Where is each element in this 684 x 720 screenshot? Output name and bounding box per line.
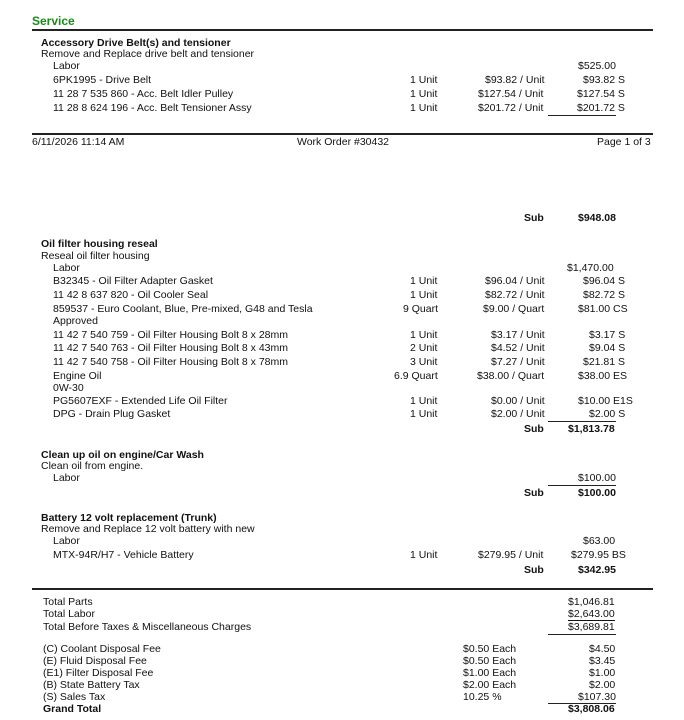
- line-item-desc: 11 28 8 624 196 - Acc. Belt Tensioner Assy: [53, 102, 252, 114]
- line-item-rate: $9.00 / Quart: [483, 303, 545, 315]
- line-item-desc: 11 28 7 535 860 - Acc. Belt Idler Pulley: [53, 88, 234, 100]
- line-item-amount: $2.00 S: [589, 408, 626, 420]
- subtotal-rule: [548, 115, 616, 116]
- total-labor-amount: $2,643.00: [568, 608, 615, 620]
- sub-amount: $342.95: [578, 564, 616, 576]
- group-title: Battery 12 volt replacement (Trunk): [41, 512, 217, 524]
- line-item-desc-continued: Approved: [53, 315, 98, 327]
- line-item-qty: 1 Unit: [410, 329, 438, 341]
- line-item-rate: $279.95 / Unit: [478, 549, 544, 561]
- footer-page-number: Page 1 of 3: [597, 136, 651, 148]
- page-footer-rule: [32, 133, 653, 135]
- line-item-amount: $81.00 CS: [578, 303, 628, 315]
- line-item-qty: 1 Unit: [410, 74, 438, 86]
- fee-rate: $0.50 Each: [463, 655, 517, 667]
- labor-amount: $63.00: [583, 535, 616, 547]
- line-item-amount: $201.72 S: [577, 102, 625, 114]
- line-item-rate: $96.04 / Unit: [485, 275, 545, 287]
- sub-label: Sub: [524, 487, 544, 499]
- labor-amount: $1,470.00: [567, 262, 614, 274]
- line-item-qty: 1 Unit: [410, 88, 438, 100]
- line-item-desc: DPG - Drain Plug Gasket: [53, 408, 171, 420]
- line-item-desc: Engine Oil: [53, 370, 102, 382]
- line-item-rate: $2.00 / Unit: [491, 408, 545, 420]
- line-item-amount: $93.82 S: [583, 74, 626, 86]
- sub-label: Sub: [524, 564, 544, 576]
- line-item-desc: PG5607EXF - Extended Life Oil Filter: [53, 395, 228, 407]
- subtotal-rule: [548, 421, 616, 422]
- line-item-qty: 2 Unit: [410, 342, 438, 354]
- sub-amount: $1,813.78: [568, 423, 615, 435]
- total-before-tax-amount: $3,689.81: [568, 621, 615, 633]
- labor-label: Labor: [53, 535, 80, 547]
- group-description: Reseal oil filter housing: [41, 250, 150, 262]
- line-item-desc: 11 42 8 637 820 - Oil Cooler Seal: [53, 289, 209, 301]
- line-item-rate: $7.27 / Unit: [491, 356, 545, 368]
- line-item-desc: 11 42 7 540 763 - Oil Filter Housing Bolt 8 x 43mm: [53, 342, 289, 354]
- line-item-qty: 6.9 Quart: [394, 370, 438, 382]
- line-item-amount: $82.72 S: [583, 289, 626, 301]
- labor-label: Labor: [53, 262, 80, 274]
- total-parts-label: Total Parts: [43, 596, 93, 608]
- line-item-qty: 1 Unit: [410, 549, 438, 561]
- total-parts-amount: $1,046.81: [568, 596, 615, 608]
- fee-label: (S) Sales Tax: [43, 691, 106, 703]
- labor-label: Labor: [53, 60, 80, 72]
- line-item-qty: 3 Unit: [410, 356, 438, 368]
- labor-amount: $100.00: [578, 472, 616, 484]
- fee-amount: $2.00: [589, 679, 616, 691]
- grand-total-label: Grand Total: [43, 703, 102, 715]
- line-item-qty: 9 Quart: [403, 303, 439, 315]
- line-item-rate: $0.00 / Unit: [491, 395, 545, 407]
- line-item-rate: $4.52 / Unit: [491, 342, 545, 354]
- subtotal-rule: [548, 485, 616, 486]
- line-item-qty: 1 Unit: [410, 102, 438, 114]
- footer-date: 6/11/2026 11:14 AM: [32, 136, 125, 148]
- line-item-amount: $279.95 BS: [571, 549, 626, 561]
- fee-label: (B) State Battery Tax: [43, 679, 140, 691]
- line-item-qty: 1 Unit: [410, 289, 438, 301]
- group-title: Clean up oil on engine/Car Wash: [41, 449, 204, 461]
- line-item-amount: $127.54 S: [577, 88, 625, 100]
- fee-rate: $0.50 Each: [463, 643, 517, 655]
- line-item-desc: MTX-94R/H7 - Vehicle Battery: [53, 549, 194, 561]
- line-item-rate: $82.72 / Unit: [485, 289, 545, 301]
- line-item-amount: $3.17 S: [589, 329, 626, 341]
- sub-amount: $948.08: [578, 212, 616, 224]
- fee-amount: $4.50: [589, 643, 616, 655]
- line-item-amount: $10.00 E1S: [578, 395, 633, 407]
- line-item-desc: 6PK1995 - Drive Belt: [53, 74, 152, 86]
- fee-label: (E) Fluid Disposal Fee: [43, 655, 147, 667]
- line-item-desc: 859537 - Euro Coolant, Blue, Pre-mixed, G48 and Tesla: [53, 303, 313, 315]
- line-item-amount: $9.04 S: [589, 342, 626, 354]
- line-item-amount: $21.81 S: [583, 356, 626, 368]
- group-description: Clean oil from engine.: [41, 460, 144, 472]
- sub-amount: $100.00: [578, 487, 616, 499]
- line-item-desc-continued: 0W-30: [53, 382, 84, 394]
- totals-rule: [32, 588, 653, 590]
- group-title: Oil filter housing reseal: [41, 238, 158, 250]
- sub-label: Sub: [524, 423, 544, 435]
- header-rule: [32, 29, 653, 31]
- fee-rate: 10.25 %: [463, 691, 502, 703]
- group-description: Remove and Replace drive belt and tensioner: [41, 48, 255, 60]
- labor-amount: $525.00: [578, 60, 616, 72]
- line-item-desc: B32345 - Oil Filter Adapter Gasket: [53, 275, 213, 287]
- fee-rate: $1.00 Each: [463, 667, 517, 679]
- line-item-qty: 1 Unit: [410, 275, 438, 287]
- line-item-qty: 1 Unit: [410, 408, 438, 420]
- line-item-desc: 11 42 7 540 759 - Oil Filter Housing Bolt 8 x 28mm: [53, 329, 289, 341]
- group-title: Accessory Drive Belt(s) and tensioner: [41, 37, 231, 49]
- total-labor-label: Total Labor: [43, 608, 95, 620]
- fee-amount: $107.30: [578, 691, 616, 703]
- sub-label: Sub: [524, 212, 544, 224]
- line-item-qty: 1 Unit: [410, 395, 438, 407]
- line-item-amount: $96.04 S: [583, 275, 626, 287]
- section-title: Service: [32, 14, 75, 28]
- group-description: Remove and Replace 12 volt battery with new: [41, 523, 255, 535]
- fee-rate: $2.00 Each: [463, 679, 517, 691]
- line-item-rate: $127.54 / Unit: [478, 88, 544, 100]
- line-item-rate: $38.00 / Quart: [477, 370, 545, 382]
- line-item-rate: $93.82 / Unit: [485, 74, 545, 86]
- line-item-rate: $3.17 / Unit: [491, 329, 545, 341]
- total-before-tax-label: Total Before Taxes & Miscellaneous Charges: [43, 621, 252, 633]
- footer-work-order: Work Order #30432: [297, 136, 390, 148]
- fee-amount: $3.45: [589, 655, 616, 667]
- fee-amount: $1.00: [589, 667, 616, 679]
- line-item-desc: 11 42 7 540 758 - Oil Filter Housing Bolt 8 x 78mm: [53, 356, 289, 368]
- line-item-rate: $201.72 / Unit: [478, 102, 544, 114]
- subtotal-rule: [548, 634, 616, 635]
- labor-label: Labor: [53, 472, 80, 484]
- grand-total-amount: $3,808.06: [568, 703, 615, 715]
- fee-label: (C) Coolant Disposal Fee: [43, 643, 161, 655]
- line-item-amount: $38.00 ES: [578, 370, 628, 382]
- fee-label: (E1) Filter Disposal Fee: [43, 667, 154, 679]
